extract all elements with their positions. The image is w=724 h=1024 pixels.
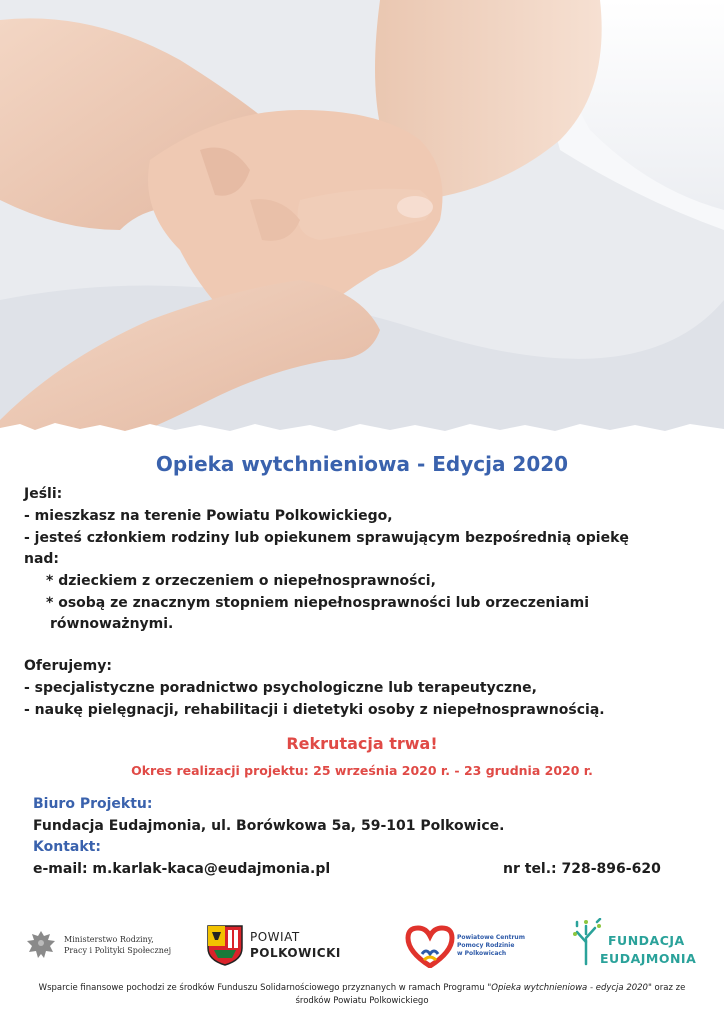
office-label: Biuro Projektu: [33, 796, 153, 812]
eudajmonia-logo-line1: FUNDACJA [608, 933, 685, 948]
powiat-logo-line2: POLKOWICKI [250, 946, 341, 960]
ministry-line2: Pracy i Polityki Społecznej [64, 946, 172, 955]
recruitment-banner: Rekrutacja trwa! [286, 734, 438, 753]
funding-note [20, 982, 704, 1008]
contact-label: Kontakt: [33, 839, 101, 855]
office-address: Fundacja Eudajmonia, ul. Borówkowa 5a, 59-101 Polkowice. [33, 818, 505, 834]
condition-subitem: * osobą ze znacznym stopniem niepełnosprawności lub orzeczeniami [46, 595, 590, 611]
offer-line: - naukę pielęgnacji, rehabilitacji i dietetyki osoby z niepełnosprawnością. [24, 702, 605, 718]
hands-photo [0, 0, 724, 432]
funding-note-part1: Wsparcie finansowe pochodzi ze środków Funduszu Solidarnościowego przyznanych w ramach Programu [38, 983, 488, 993]
page-title: Opieka wytchnieniowa - Edycja 2020 [155, 452, 569, 476]
ministry-line1: Ministerstwo Rodziny, [64, 935, 154, 944]
eudajmonia-logo-line2: EUDAJMONIA [600, 951, 697, 966]
condition-subitem: równoważnymi. [50, 616, 174, 632]
pcpr-logo-text [457, 934, 525, 958]
pcpr-line2: Pomocy Rodzinie [457, 942, 515, 949]
powiat-logo-line1: POWIAT [250, 930, 300, 944]
powiat-coat-of-arms-icon [206, 924, 244, 966]
conditions-heading: Jeśli: [24, 486, 63, 502]
hands-illustration [0, 0, 724, 432]
pcpr-line1: Powiatowe Centrum [457, 934, 525, 941]
condition-line: - jesteś członkiem rodziny lub opiekunem sprawującym bezpośrednią opiekę [24, 530, 629, 546]
ministry-logo-text [64, 934, 171, 956]
offer-line: - specjalistyczne poradnictwo psychologiczne lub terapeutyczne, [24, 680, 537, 696]
offer-heading: Oferujemy: [24, 658, 112, 674]
pcpr-heart-logo-icon [404, 924, 456, 968]
contact-phone[interactable]: nr tel.: 728-896-620 [503, 861, 661, 877]
funding-note-program: "Opieka wytchnieniowa - edycja 2020" [487, 983, 652, 993]
condition-line: - mieszkasz na terenie Powiatu Polkowickiego, [24, 508, 393, 524]
funding-note-part2: oraz ze środków Powiatu Polkowickiego [295, 983, 686, 1006]
project-period: Okres realizacji projektu: 25 września 2020 r. - 23 grudnia 2020 r. [131, 763, 593, 778]
pcpr-line3: w Polkowicach [457, 950, 507, 957]
condition-line: nad: [24, 551, 60, 567]
contact-email[interactable]: e-mail: m.karlak-kaca@eudajmonia.pl [33, 861, 331, 877]
condition-subitem: * dzieckiem z orzeczeniem o niepełnosprawności, [46, 573, 436, 589]
eagle-emblem-icon [24, 928, 58, 962]
